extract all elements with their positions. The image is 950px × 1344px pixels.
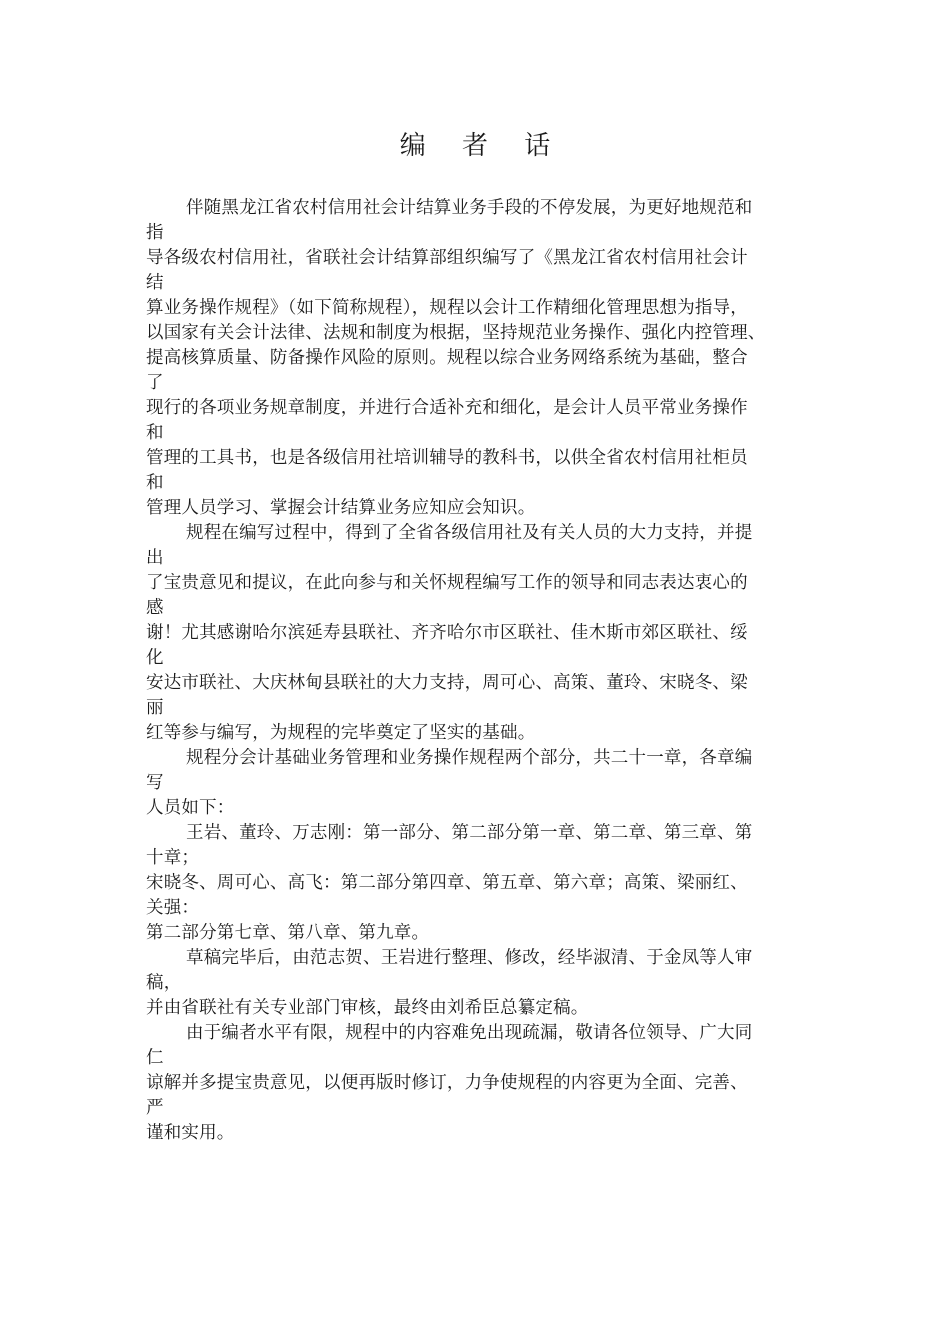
text-line: 写	[146, 773, 164, 793]
text-line: 红等参与编写，为规程的完毕奠定了坚实的基础。	[146, 723, 536, 743]
text-line: 仁	[146, 1048, 164, 1068]
text-line: 以国家有关会计法律、法规和制度为根据，坚持规范业务操作、强化内控管理、	[146, 323, 766, 343]
text-line: 人员如下：	[146, 798, 235, 818]
text-line: 管理的工具书，也是各级信用社培训辅导的教科书，以供全省农村信用社柜员	[146, 448, 748, 468]
text-line: 现行的各项业务规章制度，并进行合适补充和细化，是会计人员平常业务操作	[146, 398, 748, 418]
text-line: 丽	[146, 698, 164, 718]
text-line: 化	[146, 648, 164, 668]
text-line: 安达市联社、大庆林甸县联社的大力支持，周可心、高策、董玲、宋晓冬、梁	[146, 673, 748, 693]
text-line: 了	[146, 373, 164, 393]
text-line: 算业务操作规程》（如下简称规程），规程以会计工作精细化管理思想为指导，	[146, 298, 748, 318]
text-line: 管理人员学习、掌握会计结算业务应知应会知识。	[146, 498, 536, 518]
text-line: 伴随黑龙江省农村信用社会计结算业务手段的不停发展，为更好地规范和	[186, 198, 753, 218]
document-body	[146, 196, 816, 1146]
text-line: 指	[146, 223, 164, 243]
text-line: 十章；	[146, 848, 200, 868]
text-line: 宋晓冬、周可心、高飞：第二部分第四章、第五章、第六章；高策、梁丽红、	[146, 873, 748, 893]
text-line: 和	[146, 473, 164, 493]
text-line: 并由省联社有关专业部门审核，最终由刘希臣总纂定稿。	[146, 998, 589, 1018]
page-title: 编 者 话	[399, 131, 565, 161]
text-line: 规程在编写过程中，得到了全省各级信用社及有关人员的大力支持，并提	[186, 523, 753, 543]
text-line: 了宝贵意见和提议，在此向参与和关怀规程编写工作的领导和同志表达衷心的	[146, 573, 748, 593]
text-line: 严	[146, 1098, 164, 1118]
text-line: 谨和实用。	[146, 1123, 235, 1143]
text-line: 结	[146, 273, 164, 293]
text-line: 和	[146, 423, 164, 443]
text-line: 关强：	[146, 898, 200, 918]
text-line: 由于编者水平有限，规程中的内容难免出现疏漏，敬请各位领导、广大同	[186, 1023, 753, 1043]
text-line: 第二部分第七章、第八章、第九章。	[146, 923, 430, 943]
text-line: 王岩、董玲、万志刚：第一部分、第二部分第一章、第二章、第三章、第	[186, 823, 753, 843]
text-line: 感	[146, 598, 164, 618]
text-line: 规程分会计基础业务管理和业务操作规程两个部分，共二十一章，各章编	[186, 748, 753, 768]
text-line: 谅解并多提宝贵意见，以便再版时修订，力争使规程的内容更为全面、完善、	[146, 1073, 748, 1093]
text-line: 导各级农村信用社，省联社会计结算部组织编写了《黑龙江省农村信用社会计	[146, 248, 748, 268]
text-line: 谢！尤其感谢哈尔滨延寿县联社、齐齐哈尔市区联社、佳木斯市郊区联社、绥	[146, 623, 748, 643]
text-line: 稿，	[146, 973, 182, 993]
text-line: 草稿完毕后，由范志贺、王岩进行整理、修改，经毕淑清、于金凤等人审	[186, 948, 753, 968]
text-line: 出	[146, 548, 164, 568]
text-line: 提高核算质量、防备操作风险的原则。规程以综合业务网络系统为基础，整合	[146, 348, 748, 368]
